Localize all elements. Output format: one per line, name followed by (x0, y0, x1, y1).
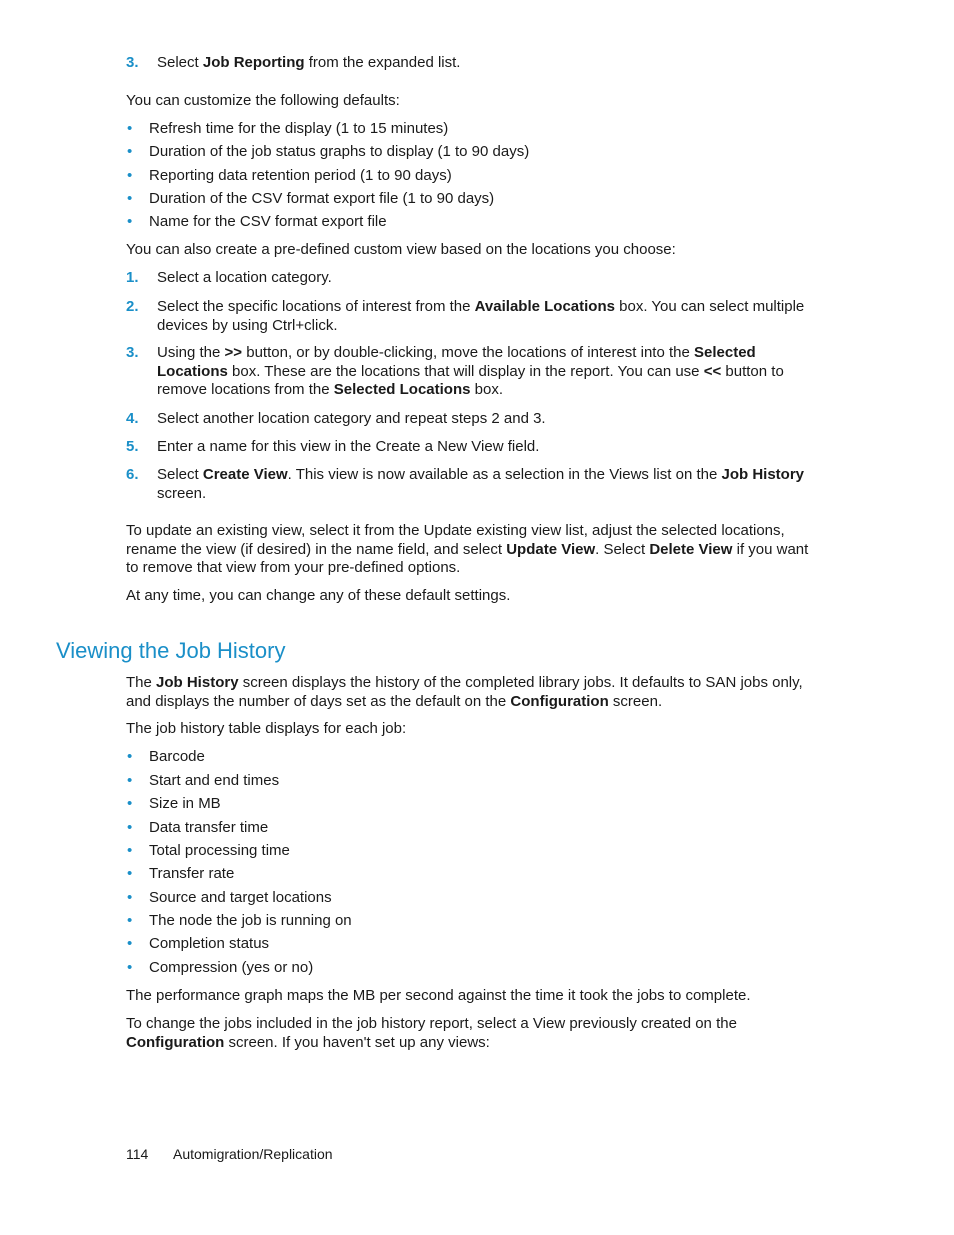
step-number: 3. (126, 54, 139, 71)
performance-paragraph: The performance graph maps the MB per second against the time it took the jobs to complete. (126, 987, 751, 1004)
list-item: Compression (yes or no) (149, 959, 314, 976)
bullet-icon: • (127, 819, 133, 836)
list-item: The node the job is running on (149, 912, 352, 929)
bullet-icon: • (127, 795, 133, 812)
step-number: 4. (126, 410, 139, 427)
step-text: Select Job Reporting from the expanded list. (157, 54, 461, 71)
job-history-paragraph: The Job History screen displays the history of the completed library jobs. It defaults to SAN jobs only, and displays the number of days set as the default on the Configuration screen. (126, 674, 803, 710)
bullet-icon: • (127, 912, 133, 929)
list-item: Total processing time (149, 842, 290, 859)
bullet-icon: • (127, 167, 133, 184)
step-number: 2. (126, 298, 139, 315)
step-text: Using the >> button, or by double-clicking, move the locations of interest into the Selected Locations box. These are the locations that will display in the report. You can use << button to remove locations from the Selected Locations box. (157, 344, 784, 398)
list-item: Duration of the CSV format export file (1 to 90 days) (149, 190, 495, 207)
list-item: Start and end times (149, 772, 280, 789)
bullet-icon: • (127, 842, 133, 859)
bullet-icon: • (127, 190, 133, 207)
bullet-icon: • (127, 748, 133, 765)
list-item: Reporting data retention period (1 to 90 days) (149, 167, 452, 184)
list-item: Barcode (149, 748, 205, 765)
step-text: Select the specific locations of interest from the Available Locations box. You can select multiple devices by using Ctrl+click. (157, 298, 805, 334)
bullet-icon: • (127, 935, 133, 952)
bullet-icon: • (127, 889, 133, 906)
list-item: Name for the CSV format export file (149, 213, 387, 230)
list-item: Completion status (149, 935, 270, 952)
anytime-paragraph: At any time, you can change any of these default settings. (126, 587, 511, 604)
list-item: Transfer rate (149, 865, 235, 882)
section-heading: Viewing the Job History (56, 638, 286, 663)
list-item: Refresh time for the display (1 to 15 minutes) (149, 120, 449, 137)
step-number: 6. (126, 466, 139, 483)
bullet-icon: • (127, 865, 133, 882)
intro-defaults: You can customize the following defaults: (126, 92, 400, 109)
change-paragraph: To change the jobs included in the job history report, select a View previously created on the Configuration screen. If you haven't set up any views: (126, 1015, 737, 1051)
bullet-icon: • (127, 772, 133, 789)
list-item: Duration of the job status graphs to display (1 to 90 days) (149, 143, 530, 160)
step-number: 1. (126, 269, 139, 286)
step-text: Enter a name for this view in the Create a New View field. (157, 438, 540, 455)
bullet-icon: • (127, 959, 133, 976)
list-item: Size in MB (149, 795, 221, 812)
bullet-icon: • (127, 143, 133, 160)
footer-section: Automigration/Replication (173, 1146, 333, 1162)
step-text: Select another location category and repeat steps 2 and 3. (157, 410, 546, 427)
job-table-intro: The job history table displays for each job: (126, 720, 407, 737)
bullet-icon: • (127, 120, 133, 137)
list-item: Source and target locations (149, 889, 332, 906)
page-number: 114 (126, 1146, 149, 1162)
list-item: Data transfer time (149, 819, 269, 836)
step-text: Select Create View. This view is now available as a selection in the Views list on the Job History screen. (157, 466, 804, 502)
update-paragraph: To update an existing view, select it from the Update existing view list, adjust the selected locations, rename the view (if desired) in the name field, and select Update View. Select Delete View if you want to remove that view from your pre-defined options. (126, 522, 809, 576)
intro-custom: You can also create a pre-defined custom view based on the locations you choose: (126, 241, 676, 258)
step-text: Select a location category. (157, 269, 332, 286)
step-number: 3. (126, 344, 139, 361)
step-number: 5. (126, 438, 139, 455)
bullet-icon: • (127, 213, 133, 230)
